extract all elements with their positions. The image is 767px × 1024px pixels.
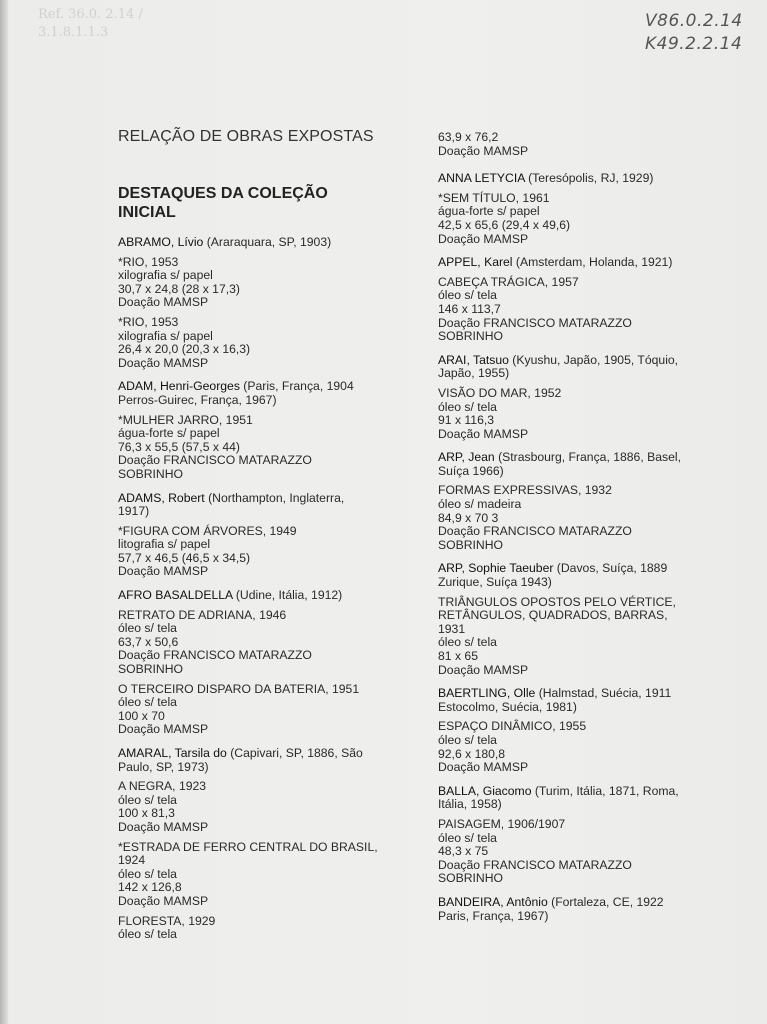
artist-bio: (Northampton, Inglaterra, (204, 490, 345, 505)
artwork-detail: Doação MAMSP (438, 426, 529, 441)
left-entry-list (118, 236, 418, 942)
artist-heading-line (438, 896, 738, 910)
artwork-title: *SEM TÍTULO, 1961 (438, 190, 550, 205)
artwork-title: *RIO, 1953 (118, 254, 179, 269)
artist-name: ARAI, Tatsuo (438, 352, 509, 367)
artwork-detail: óleo s/ tela (438, 732, 497, 747)
artist-bio: Zurique, Suíça 1943) (438, 575, 552, 590)
artwork-detail: Doação MAMSP (118, 355, 209, 370)
artwork-detail: 1924 (118, 853, 146, 868)
artist-heading-line (438, 465, 738, 479)
artist-entry (438, 354, 738, 442)
artwork-detail: SOBRINHO (118, 466, 184, 481)
artist-heading-line (118, 747, 418, 761)
artwork-detail: Doação MAMSP (118, 722, 209, 737)
artist-bio: (Araraquara, SP, 1903) (203, 235, 332, 249)
artist-bio: Perros-Guirec, França, 1967) (118, 392, 277, 407)
artwork-item (438, 276, 738, 344)
artwork-title: A NEGRA, 1923 (118, 779, 207, 794)
artist-heading-line (118, 761, 418, 775)
artist-entry (438, 172, 738, 246)
artwork-detail: 100 x 70 (118, 708, 165, 723)
artwork-detail: Doação FRANCISCO MATARAZZO (438, 857, 632, 872)
artist-name: BANDEIRA, Antônio (438, 894, 548, 909)
artist-heading (438, 354, 738, 381)
artwork-detail: 146 x 113,7 (438, 301, 501, 316)
section-title-line: DESTAQUES DA COLEÇÃO (118, 185, 328, 202)
artwork-detail: xilografia s/ papel (118, 268, 213, 283)
artist-heading-line (118, 589, 418, 603)
artist-name: ANNA LETYCIA (438, 171, 525, 186)
artist-bio: (Halmstad, Suécia, 1911 (535, 686, 672, 701)
right-entry-list (438, 172, 738, 923)
artist-heading-line (438, 798, 738, 812)
artist-heading-line (438, 701, 738, 715)
artist-name: ADAM, Henri-Georges (118, 379, 240, 394)
artist-heading (438, 687, 738, 714)
artwork-detail: Doação MAMSP (438, 662, 529, 677)
artist-bio: (Turim, Itália, 1871, Roma, (531, 783, 679, 798)
artist-heading-line (438, 172, 738, 186)
artwork-detail: Doação MAMSP (118, 819, 209, 834)
artwork-item (118, 609, 418, 677)
artist-entry (118, 747, 418, 942)
artwork-detail: Doação FRANCISCO MATARAZZO (118, 453, 312, 468)
artist-bio: (Teresópolis, RJ, 1929) (524, 171, 654, 186)
page-binding-edge (0, 0, 8, 1024)
page-title: RELAÇÃO DE OBRAS EXPOSTAS (118, 128, 374, 145)
artist-bio: (Davos, Suíça, 1889 (553, 561, 668, 576)
artist-heading (438, 451, 738, 478)
artwork-detail: Doação MAMSP (438, 760, 529, 775)
artwork-detail: 84,9 x 70 3 (438, 510, 499, 525)
artwork-item (118, 683, 418, 737)
artist-bio: 1917) (118, 504, 150, 519)
artist-heading-line (438, 785, 738, 799)
artist-heading (118, 236, 418, 250)
artist-bio: Japão, 1955) (438, 366, 510, 381)
artist-heading (118, 747, 418, 774)
artwork-detail: óleo s/ tela (118, 927, 177, 942)
artwork-detail: Doação FRANCISCO MATARAZZO (438, 315, 632, 330)
artwork-item (438, 484, 738, 552)
handwritten-reference (645, 10, 755, 56)
section-title-line: INICIAL (118, 204, 176, 221)
artist-entry (438, 256, 738, 344)
artist-entry (438, 562, 738, 677)
artwork-detail: SOBRINHO (438, 329, 504, 344)
artist-name: ADAMS, Robert (118, 490, 205, 505)
artist-heading-line (438, 367, 738, 381)
artwork-title: ESPAÇO DINÂMICO, 1955 (438, 719, 587, 734)
artwork-item (438, 387, 738, 441)
artist-heading-line (118, 380, 418, 394)
artist-heading (118, 589, 418, 603)
artwork-detail: óleo s/ tela (118, 866, 177, 881)
artwork-item (438, 720, 738, 774)
artist-heading (118, 492, 418, 519)
artwork-detail: óleo s/ tela (438, 399, 497, 414)
artwork-item (118, 780, 418, 834)
artist-bio: (Capivari, SP, 1886, São (226, 746, 363, 760)
artwork-title: RETRATO DE ADRIANA, 1946 (118, 607, 287, 622)
artist-heading-line (438, 576, 738, 590)
artwork-detail: SOBRINHO (118, 662, 184, 677)
artwork-title: CABEÇA TRÁGICA, 1957 (438, 274, 579, 289)
artist-heading (438, 172, 738, 186)
work-detail-line: 63,9 x 76,2 (438, 130, 499, 144)
artwork-detail: óleo s/ tela (438, 635, 497, 650)
artist-heading-line (438, 562, 738, 576)
artist-heading-line (438, 910, 738, 924)
artwork-detail: xilografia s/ papel (118, 328, 213, 343)
artwork-detail: Doação MAMSP (438, 231, 529, 246)
artwork-detail: RETÂNGULOS, QUADRADOS, BARRAS, (438, 608, 668, 623)
artwork-title: *FIGURA COM ÁRVORES, 1949 (118, 523, 297, 538)
artwork-title: PAISAGEM, 1906/1907 (438, 816, 566, 831)
artist-heading (438, 896, 738, 923)
artwork-title: FORMAS EXPRESSIVAS, 1932 (438, 483, 612, 498)
artwork-item (118, 525, 418, 579)
artwork-detail: SOBRINHO (438, 871, 504, 886)
artist-heading-line (438, 256, 738, 270)
artwork-item (118, 841, 418, 909)
artwork-detail: litografia s/ papel (118, 537, 211, 552)
artist-entry (118, 380, 418, 481)
artwork-detail: 92,6 x 180,8 (438, 746, 506, 761)
artist-heading-line (438, 687, 738, 701)
artist-entry (118, 589, 418, 737)
artwork-detail: Doação FRANCISCO MATARAZZO (118, 648, 312, 663)
artist-bio: Paulo, SP, 1973) (118, 759, 209, 774)
artist-heading (438, 785, 738, 812)
artwork-title: *RIO, 1953 (118, 314, 179, 329)
artist-bio: (Amsterdam, Holanda, 1921) (512, 255, 673, 270)
artist-name: BAERTLING, Olle (438, 686, 536, 701)
artwork-title: TRIÂNGULOS OPOSTOS PELO VÉRTICE, (438, 594, 676, 609)
artwork-detail: SOBRINHO (438, 537, 504, 552)
work-detail-line: Doação MAMSP (438, 143, 529, 158)
artwork-title: FLORESTA, 1929 (118, 913, 216, 928)
artwork-detail: Doação FRANCISCO MATARAZZO (438, 524, 632, 539)
artwork-detail: 100 x 81,3 (118, 806, 175, 821)
artist-heading (438, 256, 738, 270)
artwork-item (118, 414, 418, 482)
artist-bio: Itália, 1958) (438, 797, 502, 812)
artwork-detail: Doação MAMSP (118, 564, 209, 579)
artwork-detail: água-forte s/ papel (438, 204, 540, 219)
artist-heading (118, 380, 418, 407)
artwork-detail: Doação MAMSP (118, 295, 209, 310)
artwork-detail: óleo s/ tela (438, 288, 497, 303)
artwork-detail: 42,5 x 65,6 (29,4 x 49,6) (438, 217, 571, 232)
artwork-title: O TERCEIRO DISPARO DA BATERIA, 1951 (118, 681, 360, 696)
artist-heading-line (438, 354, 738, 368)
artwork-detail: óleo s/ madeira (438, 497, 522, 512)
artwork-title: VISÃO DO MAR, 1952 (438, 385, 562, 400)
artwork-detail: 142 x 126,8 (118, 880, 182, 895)
artwork-detail: 48,3 x 75 (438, 844, 489, 859)
artwork-item (118, 316, 418, 370)
artwork-item (118, 915, 418, 942)
artist-bio: Suíça 1966) (438, 463, 504, 478)
artist-heading-line (118, 492, 418, 506)
artist-heading (438, 562, 738, 589)
artwork-detail: óleo s/ tela (118, 695, 177, 710)
artist-entry (118, 236, 418, 370)
artwork-detail: 76,3 x 55,5 (57,5 x 44) (118, 439, 240, 454)
artwork-detail: Doação MAMSP (118, 893, 209, 908)
artist-name: ARP, Sophie Taeuber (438, 561, 554, 576)
artist-bio: (Paris, França, 1904 (239, 379, 354, 394)
artist-heading-line (438, 451, 738, 465)
artist-bio: Estocolmo, Suécia, 1981) (438, 699, 577, 714)
artist-bio: (Strasbourg, França, 1886, Basel, (494, 450, 681, 465)
artwork-detail: 1931 (438, 621, 466, 636)
artwork-detail: 57,7 x 46,5 (46,5 x 34,5) (118, 550, 251, 565)
faint-archive-note: Ref. 36.0. 2.14 / 3.1.8.1.1.3 (38, 7, 143, 40)
artist-bio: Paris, França, 1967) (438, 908, 549, 923)
artist-entry (438, 785, 738, 886)
artist-bio: (Kyushu, Japão, 1905, Tóquio, (508, 352, 679, 367)
artist-bio: (Fortaleza, CE, 1922 (547, 894, 664, 909)
artwork-item (438, 192, 738, 246)
artist-entry (438, 896, 738, 923)
right-column (438, 131, 738, 933)
section-title (118, 184, 418, 222)
artwork-title: *MULHER JARRO, 1951 (118, 412, 253, 427)
artwork-item (438, 596, 738, 678)
artwork-detail: 81 x 65 (438, 649, 478, 663)
handwritten-line: K49.2.2.14 (645, 34, 743, 54)
artist-bio: (Udine, Itália, 1912) (232, 588, 343, 603)
handwritten-line: V86.0.2.14 (645, 11, 743, 31)
artist-entry (118, 492, 418, 580)
artist-name: BALLA, Giacomo (438, 783, 532, 798)
artist-entry (438, 451, 738, 552)
artwork-detail: 91 x 116,3 (438, 413, 495, 428)
artwork-detail: 63,7 x 50,6 (118, 634, 179, 649)
artwork-detail: óleo s/ tela (438, 830, 497, 845)
artist-name: APPEL, Karel (438, 255, 513, 270)
artist-name: AMARAL, Tarsila do (118, 746, 227, 760)
artwork-item (438, 818, 738, 886)
artwork-detail: 26,4 x 20,0 (20,3 x 16,3) (118, 342, 251, 357)
continued-work (438, 131, 738, 158)
artist-heading-line (118, 505, 418, 519)
artist-heading-line (118, 236, 418, 250)
artwork-title: *ESTRADA DE FERRO CENTRAL DO BRASIL, (118, 839, 378, 854)
artist-name: ARP, Jean (438, 450, 495, 465)
artwork-item (118, 256, 418, 310)
artist-name: ABRAMO, Lívio (118, 235, 204, 249)
left-column (118, 127, 418, 952)
artist-entry (438, 687, 738, 775)
artist-heading-line (118, 394, 418, 408)
artwork-detail: água-forte s/ papel (118, 426, 220, 441)
artwork-detail: óleo s/ tela (118, 621, 177, 636)
artist-name: AFRO BASALDELLA (118, 588, 233, 603)
artwork-detail: óleo s/ tela (118, 792, 177, 807)
artwork-detail: 30,7 x 24,8 (28 x 17,3) (118, 281, 240, 296)
